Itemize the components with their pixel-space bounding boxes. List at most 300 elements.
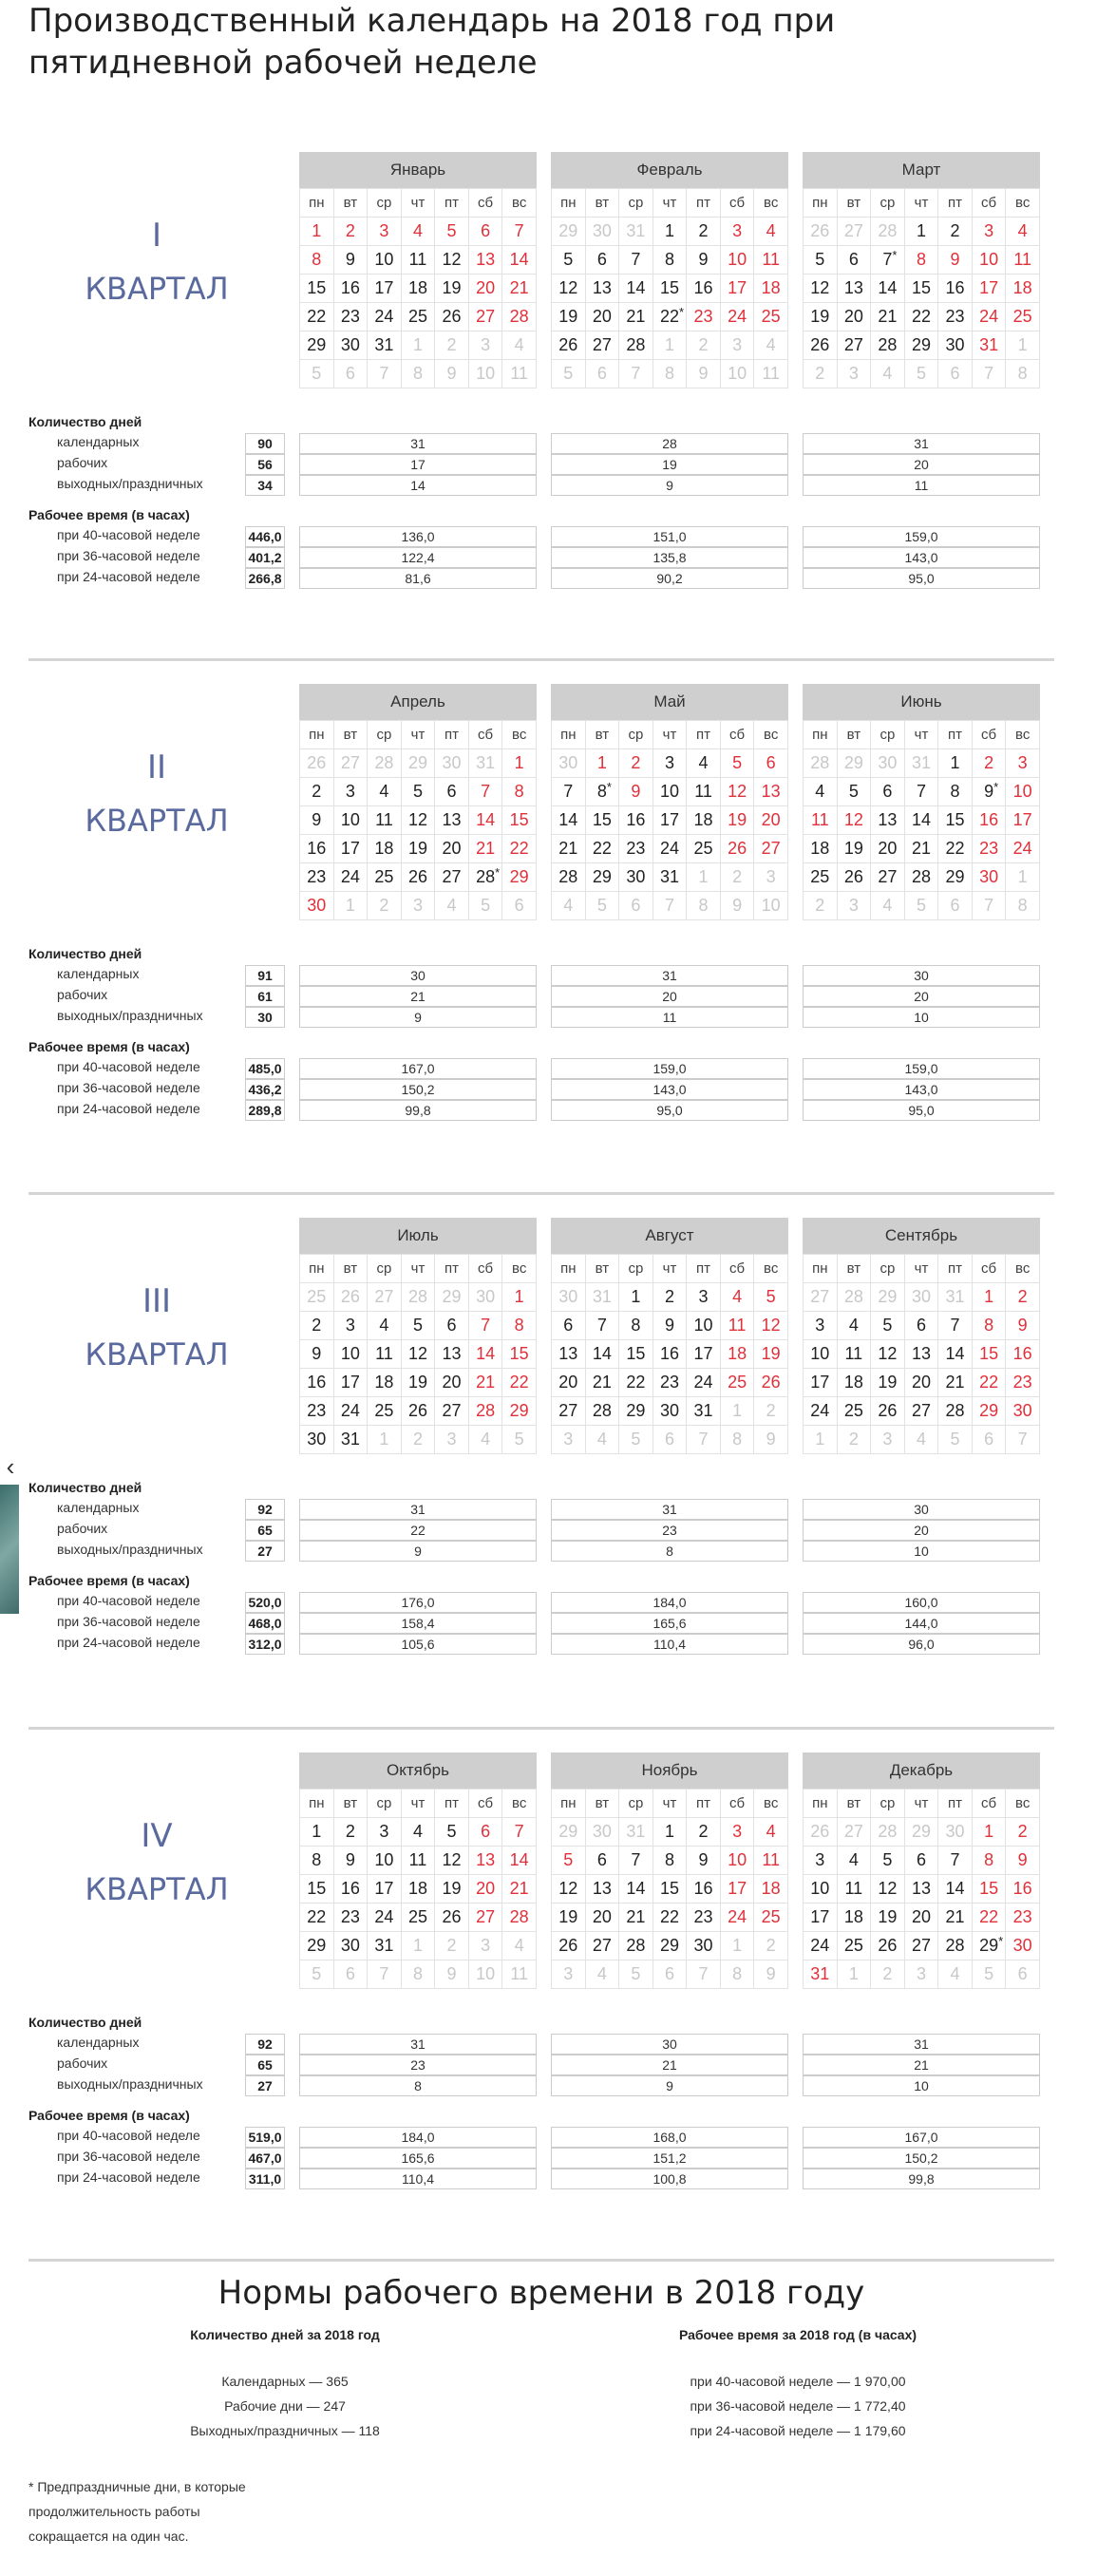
calendar-day: 27	[585, 331, 619, 360]
calendar-day: 14	[502, 1847, 537, 1875]
stat-label-h36: при 36-часовой неделе	[57, 2149, 200, 2164]
calendar-day: 28 *	[468, 863, 502, 892]
calendar-day: 30	[552, 1283, 586, 1312]
calendar-day: 8	[1006, 892, 1040, 920]
month-stat-calendar: 31	[803, 2034, 1040, 2055]
calendar-day: 1	[401, 331, 435, 360]
month-stat-h24: 90,2	[551, 568, 788, 589]
quarter-total-working: 65	[245, 1520, 285, 1541]
calendar-day: 15	[502, 806, 537, 835]
calendar-day: 15	[653, 275, 687, 303]
calendar-day: 31	[585, 1283, 619, 1312]
month-name: Июль	[299, 1218, 537, 1254]
calendar-day: 12	[401, 806, 435, 835]
calendar-day: 25	[368, 1397, 402, 1426]
weekday-header: пн	[804, 1790, 838, 1818]
calendar-day: 3	[468, 1932, 502, 1960]
calendar-day: 29	[300, 331, 334, 360]
month-stat-h36: 143,0	[803, 1079, 1040, 1100]
calendar-day: 22	[972, 1904, 1006, 1932]
month-name: Август	[551, 1218, 788, 1254]
calendar-day: 2	[619, 749, 653, 778]
month-stat-holidays: 11	[551, 1007, 788, 1028]
calendar-day: 4	[585, 1426, 619, 1454]
calendar-day: 19	[435, 275, 469, 303]
weekday-header: чт	[904, 1790, 938, 1818]
side-panel-thumbnail[interactable]	[0, 1485, 19, 1614]
calendar-day: 4	[754, 1818, 788, 1847]
calendar-day: 6	[502, 892, 537, 920]
calendar-day: 11	[368, 806, 402, 835]
calendar-day: 6	[619, 892, 653, 920]
calendar-day: 29	[435, 1283, 469, 1312]
calendar-day: 10	[468, 1960, 502, 1989]
calendar-day: 6	[837, 246, 871, 275]
calendar-day: 31	[938, 1283, 973, 1312]
calendar-day: 19	[871, 1904, 905, 1932]
calendar-day: 3	[368, 218, 402, 246]
month-stat-h36: 158,4	[299, 1613, 537, 1634]
weekday-header: ср	[619, 189, 653, 218]
stat-label-calendar: календарных	[57, 1500, 140, 1515]
calendar-day: 10	[368, 1847, 402, 1875]
calendar-week	[300, 892, 537, 920]
month-stat-h36: 143,0	[551, 1079, 788, 1100]
calendar-day: 20	[435, 835, 469, 863]
calendar-day: 21	[502, 1875, 537, 1904]
calendar-day: 8	[720, 1960, 754, 1989]
calendar-day: 4	[401, 218, 435, 246]
calendar-day: 29	[972, 1397, 1006, 1426]
days-heading: Количество дней	[28, 1480, 142, 1495]
weekday-header: сб	[720, 1255, 754, 1283]
weekday-header: ср	[871, 1255, 905, 1283]
weekday-header: сб	[972, 1255, 1006, 1283]
calendar-day: 18	[804, 835, 838, 863]
month-stat-h24: 105,6	[299, 1634, 537, 1655]
calendar-day: 4	[687, 749, 721, 778]
calendar-week	[552, 246, 788, 275]
calendar-day: 1	[502, 1283, 537, 1312]
calendar-day: 10	[720, 360, 754, 388]
month-name: Апрель	[299, 684, 537, 720]
month-stat-h40: 184,0	[299, 2127, 537, 2148]
calendar-day: 24	[653, 835, 687, 863]
quarter-label	[28, 1809, 285, 1916]
calendar-day: 5	[720, 749, 754, 778]
calendar-day: 12	[435, 1847, 469, 1875]
calendar-day: 30	[300, 892, 334, 920]
weekday-header: вт	[585, 1255, 619, 1283]
calendar-week	[804, 806, 1040, 835]
calendar-day: 6	[904, 1312, 938, 1340]
calendar-day: 18	[837, 1904, 871, 1932]
calendar-week	[552, 1932, 788, 1960]
calendar-day: 2	[720, 863, 754, 892]
calendar-day: 19	[754, 1340, 788, 1369]
side-panel-tab[interactable]	[0, 1449, 21, 1618]
calendar-day: 4	[401, 1818, 435, 1847]
calendar-day: 6	[904, 1847, 938, 1875]
calendar-day: 11	[754, 360, 788, 388]
month-name: Февраль	[551, 152, 788, 188]
calendar-day: 27	[904, 1932, 938, 1960]
calendar-week	[552, 778, 788, 806]
calendar-day: 2	[300, 1312, 334, 1340]
calendar-day: 24	[368, 1904, 402, 1932]
calendar-day: 21	[502, 275, 537, 303]
weekday-header: вс	[502, 1255, 537, 1283]
calendar-day: 4	[502, 1932, 537, 1960]
calendar-week	[804, 218, 1040, 246]
calendar-day: 2	[435, 331, 469, 360]
weekday-header: ср	[871, 721, 905, 749]
calendar-day: 9 *	[972, 778, 1006, 806]
summary-days-line: Рабочие дни — 247	[224, 2398, 346, 2414]
calendar-day: 15	[585, 806, 619, 835]
calendar-day: 29	[300, 1932, 334, 1960]
calendar-day: 26	[401, 863, 435, 892]
calendar-day: 31	[368, 331, 402, 360]
stat-label-working: рабочих	[57, 1521, 108, 1536]
weekday-header: чт	[401, 1790, 435, 1818]
quarter-number: II	[146, 748, 167, 786]
calendar-week	[804, 1312, 1040, 1340]
weekday-header: пн	[300, 1255, 334, 1283]
calendar-day: 16	[653, 1340, 687, 1369]
month-name: Май	[551, 684, 788, 720]
quarter-total-h24: 289,8	[245, 1100, 285, 1121]
weekday-header: пт	[938, 1255, 973, 1283]
calendar-day: 22	[585, 835, 619, 863]
month-stat-holidays: 9	[299, 1007, 537, 1028]
calendar-day: 7	[502, 218, 537, 246]
month-stat-calendar: 28	[551, 433, 788, 454]
calendar-day: 5	[401, 1312, 435, 1340]
month-stat-calendar: 30	[299, 965, 537, 986]
calendar-day: 7	[368, 1960, 402, 1989]
month-stat-working: 21	[299, 986, 537, 1007]
calendar-day: 4	[871, 360, 905, 388]
calendar-day: 29	[401, 749, 435, 778]
calendar-week	[552, 749, 788, 778]
calendar-day: 29	[502, 1397, 537, 1426]
calendar-week	[300, 749, 537, 778]
month-stat-h24: 110,4	[299, 2169, 537, 2189]
calendar-week	[300, 1312, 537, 1340]
calendar-day: 15	[972, 1875, 1006, 1904]
calendar-day: 26	[871, 1397, 905, 1426]
calendar-week	[552, 1369, 788, 1397]
calendar-day: 22	[619, 1369, 653, 1397]
calendar-day: 6	[333, 1960, 368, 1989]
calendar-day: 1	[502, 749, 537, 778]
calendar-day: 30	[435, 749, 469, 778]
calendar-day: 18	[368, 835, 402, 863]
calendar-day: 6	[468, 218, 502, 246]
calendar-day: 28	[468, 1397, 502, 1426]
month-stat-working: 19	[551, 454, 788, 475]
calendar-day: 29	[619, 1397, 653, 1426]
calendar-week	[804, 1426, 1040, 1454]
quarter-total-h40: 485,0	[245, 1058, 285, 1079]
calendar-day: 5	[837, 778, 871, 806]
calendar-week	[804, 1369, 1040, 1397]
calendar-day: 2	[333, 218, 368, 246]
calendar-day: 8	[904, 246, 938, 275]
calendar-day: 15	[904, 275, 938, 303]
chevron-left-icon[interactable]: ‹	[6, 1452, 15, 1481]
stat-label-holidays: выходных/праздничных	[57, 476, 203, 491]
calendar-day: 22	[653, 1904, 687, 1932]
calendar-day: 1	[837, 1960, 871, 1989]
calendar-week	[300, 331, 537, 360]
quarter-total-h24: 312,0	[245, 1634, 285, 1655]
calendar-day: 27	[837, 218, 871, 246]
calendar-day: 20	[871, 835, 905, 863]
calendar-day: 1	[401, 1932, 435, 1960]
calendar-day: 29	[585, 863, 619, 892]
weekday-row	[804, 1255, 1040, 1283]
calendar-week	[300, 835, 537, 863]
calendar-day: 24	[1006, 835, 1040, 863]
calendar-day: 13	[585, 275, 619, 303]
calendar-day: 13	[871, 806, 905, 835]
calendar-day: 1	[804, 1426, 838, 1454]
calendar-day: 12	[720, 778, 754, 806]
calendar-day: 19	[552, 1904, 586, 1932]
calendar-day: 29 *	[972, 1932, 1006, 1960]
calendar-day: 8	[300, 1847, 334, 1875]
calendar-day: 16	[300, 1369, 334, 1397]
calendar-day: 27	[468, 303, 502, 331]
calendar-day: 18	[401, 1875, 435, 1904]
stat-label-holidays: выходных/праздничных	[57, 1542, 203, 1557]
calendar-day: 14	[938, 1875, 973, 1904]
calendar-week	[552, 331, 788, 360]
month-calendar	[299, 1752, 537, 1989]
weekday-header: вс	[754, 1790, 788, 1818]
calendar-day: 23	[972, 835, 1006, 863]
calendar-grid	[803, 720, 1040, 920]
calendar-day: 20	[552, 1369, 586, 1397]
calendar-day: 13	[904, 1340, 938, 1369]
hours-heading: Рабочее время (в часах)	[28, 2108, 190, 2123]
calendar-day: 19	[804, 303, 838, 331]
calendar-day: 11	[754, 1847, 788, 1875]
calendar-day: 27	[804, 1283, 838, 1312]
calendar-day: 30	[300, 1426, 334, 1454]
calendar-day: 15	[653, 1875, 687, 1904]
calendar-day: 14	[502, 246, 537, 275]
quarter-section	[28, 152, 1054, 646]
calendar-day: 20	[585, 303, 619, 331]
month-calendar	[551, 1752, 788, 1989]
calendar-day: 3	[401, 892, 435, 920]
calendar-day: 5	[552, 1847, 586, 1875]
month-stat-working: 23	[551, 1520, 788, 1541]
calendar-day: 23	[653, 1369, 687, 1397]
quarter-label	[28, 209, 285, 315]
calendar-day: 30	[1006, 1932, 1040, 1960]
calendar-day: 1	[653, 218, 687, 246]
weekday-header: вс	[754, 721, 788, 749]
quarter-section	[28, 684, 1054, 1178]
calendar-day: 1	[938, 749, 973, 778]
month-calendar	[551, 684, 788, 920]
weekday-header: вт	[585, 721, 619, 749]
month-stat-working: 21	[551, 2055, 788, 2075]
calendar-day: 4	[502, 331, 537, 360]
weekday-header: пт	[435, 1255, 469, 1283]
calendar-day: 7	[468, 1312, 502, 1340]
calendar-week	[300, 1904, 537, 1932]
calendar-day: 20	[904, 1904, 938, 1932]
month-stat-calendar: 31	[803, 433, 1040, 454]
calendar-day: 9	[1006, 1312, 1040, 1340]
month-stat-calendar: 31	[551, 1499, 788, 1520]
calendar-day: 3	[368, 1818, 402, 1847]
calendar-day: 2	[333, 1818, 368, 1847]
calendar-day: 30	[938, 1818, 973, 1847]
calendar-grid	[299, 1254, 537, 1454]
calendar-week	[804, 835, 1040, 863]
weekday-header: пт	[687, 721, 721, 749]
calendar-day: 9	[687, 360, 721, 388]
calendar-day: 9	[687, 1847, 721, 1875]
quarter-section	[28, 1752, 1054, 2246]
weekday-header: вс	[502, 1790, 537, 1818]
calendar-day: 19	[435, 1875, 469, 1904]
calendar-week	[300, 360, 537, 388]
month-stat-calendar: 30	[551, 2034, 788, 2055]
calendar-day: 16	[300, 835, 334, 863]
calendar-day: 26	[804, 218, 838, 246]
calendar-day: 30	[972, 863, 1006, 892]
calendar-day: 7	[619, 1847, 653, 1875]
calendar-day: 3	[904, 1960, 938, 1989]
calendar-day: 10	[687, 1312, 721, 1340]
quarter-total-holidays: 27	[245, 2075, 285, 2096]
calendar-week	[804, 1875, 1040, 1904]
weekday-header: сб	[972, 1790, 1006, 1818]
calendar-day: 13	[552, 1340, 586, 1369]
calendar-day: 4	[938, 1960, 973, 1989]
calendar-day: 1	[720, 1397, 754, 1426]
calendar-day: 17	[368, 275, 402, 303]
calendar-day: 9	[333, 1847, 368, 1875]
calendar-day: 6	[653, 1960, 687, 1989]
calendar-day: 3	[1006, 749, 1040, 778]
calendar-day: 11	[754, 246, 788, 275]
calendar-day: 2	[972, 749, 1006, 778]
calendar-day: 12	[804, 275, 838, 303]
stat-label-h24: при 24-часовой неделе	[57, 2169, 200, 2185]
calendar-day: 8	[401, 1960, 435, 1989]
calendar-day: 9	[300, 806, 334, 835]
weekday-header: сб	[720, 189, 754, 218]
calendar-day: 8	[653, 360, 687, 388]
calendar-day: 9	[720, 892, 754, 920]
calendar-day: 4	[804, 778, 838, 806]
calendar-day: 1	[333, 892, 368, 920]
summary-days-column	[95, 2327, 475, 2443]
weekday-header: пт	[435, 1790, 469, 1818]
calendar-day: 2	[1006, 1283, 1040, 1312]
calendar-day: 2	[837, 1426, 871, 1454]
calendar-day: 30	[1006, 1397, 1040, 1426]
calendar-day: 16	[938, 275, 973, 303]
calendar-day: 7	[502, 1818, 537, 1847]
month-calendar	[803, 684, 1040, 920]
calendar-day: 1	[720, 1932, 754, 1960]
quarter-section	[28, 1218, 1054, 1712]
month-calendar	[551, 1218, 788, 1454]
month-stat-working: 22	[299, 1520, 537, 1541]
calendar-day: 4	[552, 892, 586, 920]
weekday-header: пт	[435, 189, 469, 218]
stat-label-h24: при 24-часовой неделе	[57, 1101, 200, 1116]
calendar-day: 12	[837, 806, 871, 835]
calendar-day: 21	[619, 1904, 653, 1932]
calendar-day: 2	[368, 892, 402, 920]
calendar-week	[552, 1340, 788, 1369]
calendar-day: 4	[435, 892, 469, 920]
calendar-day: 28	[938, 1932, 973, 1960]
calendar-day: 26	[804, 1818, 838, 1847]
calendar-day: 5	[619, 1960, 653, 1989]
weekday-row	[552, 721, 788, 749]
month-name: Декабрь	[803, 1752, 1040, 1789]
weekday-row	[300, 189, 537, 218]
calendar-day: 6	[552, 1312, 586, 1340]
calendar-week	[552, 1875, 788, 1904]
calendar-day: 30	[871, 749, 905, 778]
calendar-day: 6	[468, 1818, 502, 1847]
month-stat-holidays: 10	[803, 1541, 1040, 1562]
calendar-day: 17	[653, 806, 687, 835]
quarter-total-h36: 436,2	[245, 1079, 285, 1100]
calendar-week	[804, 863, 1040, 892]
calendar-day: 18	[754, 1875, 788, 1904]
calendar-week	[552, 1426, 788, 1454]
calendar-day: 9	[754, 1426, 788, 1454]
weekday-row	[552, 1255, 788, 1283]
calendar-day: 25	[754, 1904, 788, 1932]
calendar-week	[552, 1312, 788, 1340]
month-calendar	[551, 152, 788, 388]
calendar-day: 22	[972, 1369, 1006, 1397]
calendar-day: 30	[552, 749, 586, 778]
calendar-day: 25	[368, 863, 402, 892]
calendar-day: 21	[904, 835, 938, 863]
calendar-day: 16	[687, 275, 721, 303]
quarter-total-h36: 468,0	[245, 1613, 285, 1634]
calendar-day: 14	[468, 1340, 502, 1369]
calendar-day: 23	[1006, 1904, 1040, 1932]
calendar-day: 3	[468, 331, 502, 360]
calendar-day: 4	[837, 1312, 871, 1340]
calendar-day: 29	[938, 863, 973, 892]
calendar-day: 3	[972, 218, 1006, 246]
weekday-header: пн	[552, 189, 586, 218]
calendar-day: 1	[368, 1426, 402, 1454]
month-stat-h24: 95,0	[803, 1100, 1040, 1121]
calendar-day: 22	[502, 1369, 537, 1397]
weekday-header: пт	[435, 721, 469, 749]
calendar-day: 4	[904, 1426, 938, 1454]
month-calendar	[803, 1218, 1040, 1454]
